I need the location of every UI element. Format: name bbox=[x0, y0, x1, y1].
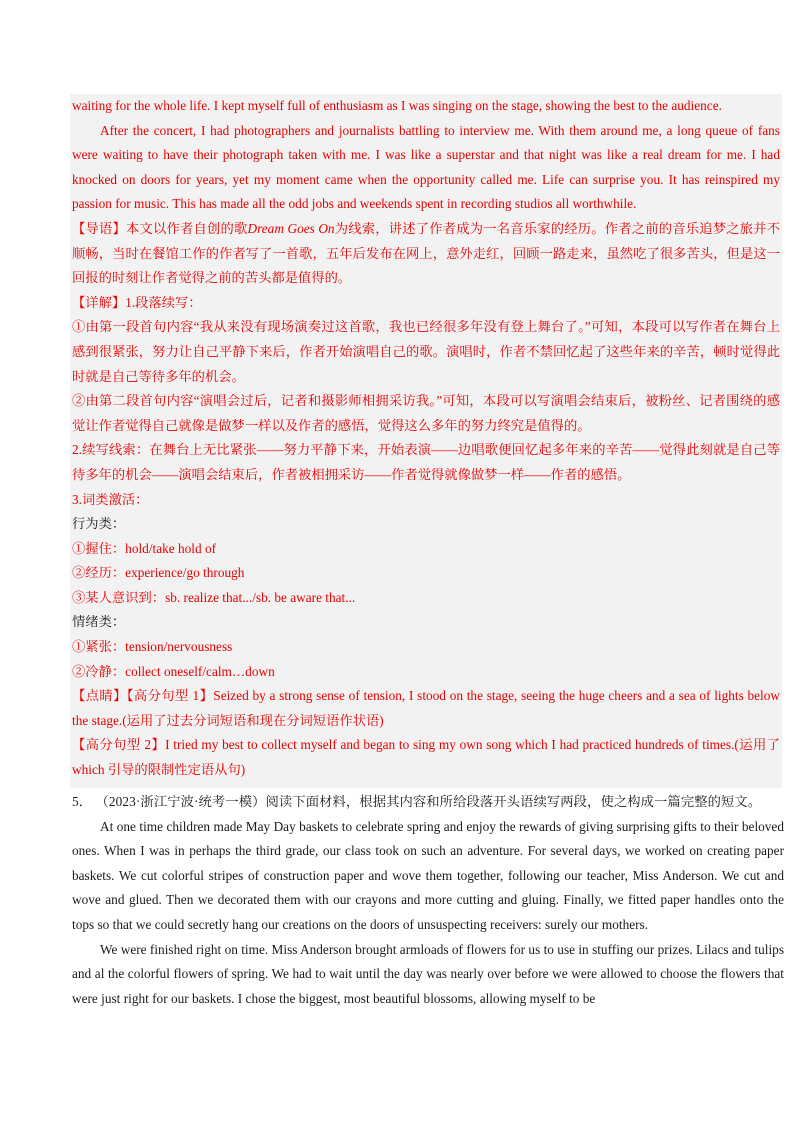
sentence-1-text: Seized by a strong sense of tension, I stood on the stage, seeing the huge cheers and a sea of lights below the stage.(运用了过去分词短语和现在分词短语作状语) bbox=[72, 688, 780, 728]
answer-paragraph-2: After the concert, I had photographers and journalists battling to interview me. With them around me, a long queue of fans were waiting to have their photograph taken with me. I was like a superstar and that night was like a real dream for me. I had knocked on doors for years, yet my moment came when the opportunity called me. Life can surprise you. It has reinspired my passion for music. This has made all the odd jobs and weekends spent in recording studios all worthwhile. bbox=[72, 122, 780, 212]
action-item-2: ②经历：experience/go through bbox=[72, 565, 245, 581]
sentence-2-label: 【高分句型 2】 bbox=[72, 737, 166, 753]
question-number: 5． bbox=[72, 794, 93, 809]
guide-text-pre: 本文以作者自创的歌 bbox=[126, 220, 248, 236]
guide-section bbox=[70, 217, 782, 291]
detail-label: 【详解】 bbox=[72, 294, 126, 310]
question-header bbox=[72, 790, 784, 815]
emotion-category-title: 情绪类： bbox=[72, 614, 126, 630]
question-5-block bbox=[72, 790, 784, 1011]
action-category-title: 行为类： bbox=[72, 516, 126, 532]
guide-label: 【导语】 bbox=[72, 220, 126, 236]
detail-item-1: ①由第一段首句内容“我从来没有现场演奏过这首歌，我也已经很多年没有登上舞台了。”可知，本段可以写作者在舞台上感到很紧张，努力让自己平静下来后，作者开始演唱自己的歌。演唱时，作者不禁回忆起了这些年来的辛苦，顿时觉得此时就是自己等待多年的机会。 bbox=[72, 319, 780, 384]
answer-paragraph-1-end: waiting for the whole life. I kept myself full of enthusiasm as I was singing on the stage, showing the best to the audience. bbox=[72, 98, 722, 113]
key-sentence-2 bbox=[70, 733, 782, 782]
sentence-2-text: I tried my best to collect myself and began to sing my own song which I had practiced hundreds of times.(运用了 which 引导的限制性定语从句) bbox=[72, 737, 780, 778]
writing-clue: 2.续写线索：在舞台上无比紧张——努力平静下来，开始表演——边唱歌便回忆起多年来的辛苦——觉得此刻就是自己等待多年的机会——演唱会结束后，作者被相拥采访——作者觉得就像做梦一样——作者的感悟。 bbox=[72, 442, 780, 482]
guide-text-post: 为线索，讲述了作者成为一名音乐家的经历。作者之前的音乐追梦之旅并不顺畅，当时在餐馆工作的作者写了一首歌，五年后发布在网上，意外走红，回顾一路走来，虽然吃了很多苦头，但是这一回报的时刻让作者觉得之前的苦头都是值得的。 bbox=[72, 220, 781, 286]
song-title: Dream Goes On bbox=[247, 220, 335, 236]
action-item-1: ①握住：hold/take hold of bbox=[72, 540, 217, 556]
vocab-title: 3.词类激活： bbox=[72, 491, 149, 507]
detail-title: 1.段落续写： bbox=[125, 294, 202, 310]
detail-heading bbox=[70, 291, 782, 316]
emotion-item-1: ①紧张：tension/nervousness bbox=[72, 639, 233, 655]
passage-paragraph-2: We were finished right on time. Miss Anderson brought armloads of flowers for us to use in stuffing our prizes. Lilacs and tulips and al the colorful flowers of spring. We had to wait until the day was nearly over before we were allowed to choose the flowers that were just right for our baskets. I chose the biggest, most beautiful blossoms, allowing myself to be bbox=[72, 941, 784, 1006]
sentence-1-label: 【高分句型 1】 bbox=[126, 688, 214, 704]
detail-item-2: ②由第二段首句内容“演唱会过后，记者和摄影师相拥采访我。”可知，本段可以写演唱会结束后，被粉丝、记者围绕的感觉让作者觉得自己就像是做梦一样以及作者的感悟，觉得这么多年的努力终究是值得的。 bbox=[72, 393, 780, 433]
action-item-3: ③某人意识到：sb. realize that.../sb. be aware that... bbox=[72, 589, 356, 605]
point-label: 【点睛】 bbox=[72, 688, 127, 704]
answer-explanation-block bbox=[70, 94, 782, 788]
key-sentence-1 bbox=[70, 684, 782, 733]
question-instruction: （2023·浙江宁波·统考一模）阅读下面材料，根据其内容和所给段落开头语续写两段，使之构成一篇完整的短文。 bbox=[102, 794, 762, 809]
emotion-item-2: ②冷静：collect oneself/calm…down bbox=[72, 663, 275, 679]
passage-paragraph-1: At one time children made May Day baskets to celebrate spring and enjoy the rewards of giving surprising gifts to their beloved ones. When I was in perhaps the third grade, our class took on such an adventure. For several days, we worked on creating paper baskets. We cut colorful stripes of construction paper and wove them together, following our teacher, Miss Anderson. We cut and wove and glued. Then we decorated them with our crayons and more cutting and gluing. Finally, we fitted paper handles onto the tops so that we could secretly hang our creations on the doors of unsuspecting receivers: surely our mothers. bbox=[72, 818, 784, 932]
